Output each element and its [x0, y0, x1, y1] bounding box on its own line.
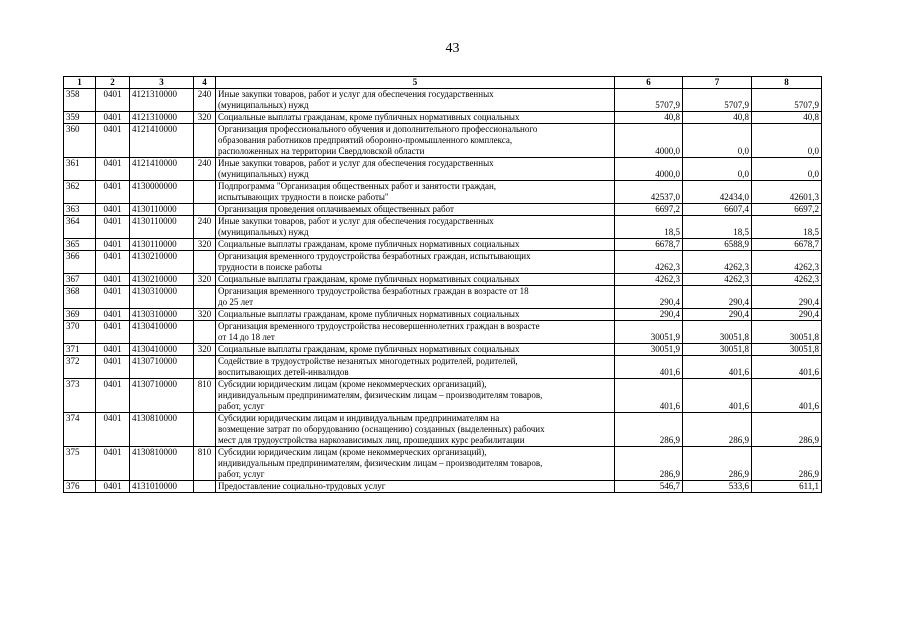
amount-cell-3: 290,4 [752, 309, 822, 321]
description-line: трудности в поиске работы [218, 262, 322, 272]
description-line: расположенных на территории Свердловской области [218, 146, 425, 156]
expense-type-cell: 810 [194, 379, 216, 413]
table-row [64, 447, 822, 481]
description-cell [216, 379, 615, 413]
amount-cell-1: 286,9 [615, 413, 683, 447]
row-number-cell: 375 [64, 447, 96, 481]
description-line: Субсидии юридическим лицам и индивидуальным предпринимателям на [218, 413, 500, 423]
target-article-cell: 4121410000 [130, 158, 194, 181]
section-code-cell: 0401 [96, 286, 130, 309]
expense-type-cell [194, 124, 216, 158]
expense-type-cell [194, 204, 216, 216]
amount-cell-3: 5707,9 [752, 89, 822, 112]
target-article-cell: 4130110000 [130, 204, 194, 216]
row-number-cell: 374 [64, 413, 96, 447]
expense-type-cell: 240 [194, 89, 216, 112]
amount-cell-1: 30051,9 [615, 321, 683, 344]
description-line: Организация временного трудоустройства безработных граждан в возрасте от 18 [218, 286, 529, 296]
row-number-cell: 367 [64, 274, 96, 286]
description-line: до 25 лет [218, 297, 253, 307]
amount-cell-2: 401,6 [683, 356, 752, 379]
amount-cell-2: 401,6 [683, 379, 752, 413]
description-cell [216, 321, 615, 344]
table-row [64, 204, 822, 216]
description-cell [216, 89, 615, 112]
amount-cell-2: 286,9 [683, 447, 752, 481]
amount-cell-1: 4262,3 [615, 274, 683, 286]
expense-type-cell [194, 321, 216, 344]
target-article-cell: 4130000000 [130, 181, 194, 204]
amount-cell-1: 6678,7 [615, 239, 683, 251]
expense-type-cell: 240 [194, 158, 216, 181]
target-article-cell: 4130710000 [130, 379, 194, 413]
amount-cell-3: 6678,7 [752, 239, 822, 251]
amount-cell-2: 30051,8 [683, 344, 752, 356]
expense-type-cell [194, 251, 216, 274]
table-row [64, 344, 822, 356]
target-article-cell: 4130710000 [130, 356, 194, 379]
section-code-cell: 0401 [96, 379, 130, 413]
column-header: 3 [130, 77, 194, 89]
row-number-cell: 368 [64, 286, 96, 309]
description-cell [216, 274, 615, 286]
target-article-cell: 4130410000 [130, 321, 194, 344]
description-cell [216, 124, 615, 158]
table-row [64, 379, 822, 413]
amount-cell-1: 290,4 [615, 286, 683, 309]
target-article-cell: 4130210000 [130, 274, 194, 286]
table-body [64, 89, 822, 493]
row-number-cell: 358 [64, 89, 96, 112]
amount-cell-1: 18,5 [615, 216, 683, 239]
expense-type-cell [194, 481, 216, 493]
description-cell [216, 204, 615, 216]
column-header: 4 [194, 77, 216, 89]
amount-cell-3: 0,0 [752, 158, 822, 181]
row-number-cell: 365 [64, 239, 96, 251]
expense-type-cell: 320 [194, 239, 216, 251]
target-article-cell: 4131010000 [130, 481, 194, 493]
table-row [64, 158, 822, 181]
row-number-cell: 370 [64, 321, 96, 344]
amount-cell-2: 42434,0 [683, 181, 752, 204]
table-row [64, 112, 822, 124]
amount-cell-1: 290,4 [615, 309, 683, 321]
section-code-cell: 0401 [96, 239, 130, 251]
amount-cell-2: 4262,3 [683, 251, 752, 274]
description-cell [216, 413, 615, 447]
description-line: Содействие в трудоустройстве незанятых многодетных родителей, родителей, [218, 356, 518, 366]
description-line: индивидуальным предпринимателям, физическим лицам – производителям товаров, [218, 458, 543, 468]
amount-cell-2: 18,5 [683, 216, 752, 239]
amount-cell-3: 6697,2 [752, 204, 822, 216]
description-cell [216, 447, 615, 481]
table-row [64, 356, 822, 379]
target-article-cell: 4121310000 [130, 89, 194, 112]
row-number-cell: 364 [64, 216, 96, 239]
description-line: возмещение затрат по оборудованию (оснащению) созданных (выделенных) рабочих [218, 424, 545, 434]
amount-cell-1: 40,8 [615, 112, 683, 124]
amount-cell-1: 286,9 [615, 447, 683, 481]
description-line: образования работников предприятий оборонно-промышленного комплекса, [218, 135, 513, 145]
expense-type-cell [194, 181, 216, 204]
description-line: Социальные выплаты гражданам, кроме публичных нормативных социальных [218, 239, 520, 249]
section-code-cell: 0401 [96, 413, 130, 447]
section-code-cell: 0401 [96, 216, 130, 239]
table-row [64, 124, 822, 158]
expense-type-cell: 320 [194, 344, 216, 356]
target-article-cell: 4130210000 [130, 251, 194, 274]
row-number-cell: 359 [64, 112, 96, 124]
table-header-row [64, 77, 822, 89]
description-cell [216, 344, 615, 356]
row-number-cell: 360 [64, 124, 96, 158]
section-code-cell: 0401 [96, 356, 130, 379]
amount-cell-2: 30051,8 [683, 321, 752, 344]
row-number-cell: 366 [64, 251, 96, 274]
amount-cell-1: 401,6 [615, 379, 683, 413]
description-line: испытывающих трудности в поиске работы" [218, 192, 389, 202]
expense-type-cell [194, 286, 216, 309]
amount-cell-1: 401,6 [615, 356, 683, 379]
table-row [64, 251, 822, 274]
amount-cell-3: 4262,3 [752, 274, 822, 286]
table-row [64, 274, 822, 286]
section-code-cell: 0401 [96, 204, 130, 216]
amount-cell-3: 286,9 [752, 413, 822, 447]
expense-type-cell [194, 356, 216, 379]
amount-cell-2: 0,0 [683, 124, 752, 158]
amount-cell-1: 6697,2 [615, 204, 683, 216]
row-number-cell: 376 [64, 481, 96, 493]
amount-cell-2: 290,4 [683, 309, 752, 321]
column-header: 7 [683, 77, 752, 89]
target-article-cell: 4130810000 [130, 413, 194, 447]
description-cell [216, 158, 615, 181]
table-row [64, 286, 822, 309]
amount-cell-2: 4262,3 [683, 274, 752, 286]
amount-cell-1: 42537,0 [615, 181, 683, 204]
target-article-cell: 4130810000 [130, 447, 194, 481]
description-line: работ, услуг [218, 469, 265, 479]
description-cell [216, 309, 615, 321]
description-cell [216, 181, 615, 204]
amount-cell-1: 4000,0 [615, 124, 683, 158]
amount-cell-1: 4262,3 [615, 251, 683, 274]
amount-cell-2: 533,6 [683, 481, 752, 493]
target-article-cell: 4121310000 [130, 112, 194, 124]
section-code-cell: 0401 [96, 251, 130, 274]
amount-cell-1: 546,7 [615, 481, 683, 493]
row-number-cell: 363 [64, 204, 96, 216]
description-line: воспитывающих детей-инвалидов [218, 367, 349, 377]
amount-cell-2: 5707,9 [683, 89, 752, 112]
expense-type-cell: 320 [194, 112, 216, 124]
description-line: Иные закупки товаров, работ и услуг для обеспечения государственных [218, 216, 494, 226]
row-number-cell: 369 [64, 309, 96, 321]
target-article-cell: 4130110000 [130, 239, 194, 251]
description-line: Субсидии юридическим лицам (кроме некоммерческих организаций), [218, 379, 487, 389]
description-cell [216, 251, 615, 274]
amount-cell-1: 4000,0 [615, 158, 683, 181]
table-row [64, 481, 822, 493]
description-line: Организация временного трудоустройства несовершеннолетних граждан в возрасте [218, 321, 540, 331]
column-header: 8 [752, 77, 822, 89]
description-line: Иные закупки товаров, работ и услуг для обеспечения государственных [218, 158, 494, 168]
table-row [64, 89, 822, 112]
amount-cell-1: 5707,9 [615, 89, 683, 112]
table-row [64, 413, 822, 447]
row-number-cell: 373 [64, 379, 96, 413]
section-code-cell: 0401 [96, 447, 130, 481]
description-line: Предоставление социально-трудовых услуг [218, 481, 386, 491]
description-line: Социальные выплаты гражданам, кроме публичных нормативных социальных [218, 309, 520, 319]
amount-cell-2: 6588,9 [683, 239, 752, 251]
expense-type-cell: 240 [194, 216, 216, 239]
section-code-cell: 0401 [96, 321, 130, 344]
description-line: (муниципальных) нужд [218, 227, 309, 237]
amount-cell-3: 18,5 [752, 216, 822, 239]
description-line: Организация профессионального обучения и дополнительного профессионального [218, 124, 538, 134]
amount-cell-3: 401,6 [752, 356, 822, 379]
amount-cell-3: 4262,3 [752, 251, 822, 274]
amount-cell-2: 6607,4 [683, 204, 752, 216]
description-line: (муниципальных) нужд [218, 169, 309, 179]
amount-cell-3: 611,1 [752, 481, 822, 493]
description-line: Иные закупки товаров, работ и услуг для обеспечения государственных [218, 89, 494, 99]
row-number-cell: 371 [64, 344, 96, 356]
amount-cell-2: 40,8 [683, 112, 752, 124]
description-line: от 14 до 18 лет [218, 332, 275, 342]
description-line: Организация проведения оплачиваемых общественных работ [218, 204, 454, 214]
table-row [64, 309, 822, 321]
description-cell [216, 356, 615, 379]
amount-cell-2: 0,0 [683, 158, 752, 181]
description-cell [216, 481, 615, 493]
target-article-cell: 4130410000 [130, 344, 194, 356]
description-line: (муниципальных) нужд [218, 100, 309, 110]
row-number-cell: 372 [64, 356, 96, 379]
section-code-cell: 0401 [96, 344, 130, 356]
description-line: Субсидии юридическим лицам (кроме некоммерческих организаций), [218, 447, 487, 457]
amount-cell-3: 290,4 [752, 286, 822, 309]
section-code-cell: 0401 [96, 124, 130, 158]
table-row [64, 239, 822, 251]
description-cell [216, 239, 615, 251]
description-line: работ, услуг [218, 401, 265, 411]
expense-type-cell [194, 413, 216, 447]
row-number-cell: 362 [64, 181, 96, 204]
amount-cell-3: 30051,8 [752, 321, 822, 344]
page-number: 43 [445, 41, 460, 56]
amount-cell-3: 30051,8 [752, 344, 822, 356]
section-code-cell: 0401 [96, 309, 130, 321]
amount-cell-3: 42601,3 [752, 181, 822, 204]
budget-table [63, 76, 822, 493]
description-cell [216, 216, 615, 239]
amount-cell-1: 30051,9 [615, 344, 683, 356]
description-line: мест для трудоустройства наркозависимых лиц, прошедших курс реабилитации [218, 435, 525, 445]
description-line: индивидуальным предпринимателям, физическим лицам – производителям товаров, [218, 390, 543, 400]
section-code-cell: 0401 [96, 112, 130, 124]
amount-cell-3: 286,9 [752, 447, 822, 481]
description-line: Организация временного трудоустройства безработных граждан, испытывающих [218, 251, 531, 261]
amount-cell-3: 0,0 [752, 124, 822, 158]
target-article-cell: 4130310000 [130, 309, 194, 321]
description-line: Подпрограмма "Организация общественных работ и занятости граждан, [218, 181, 497, 191]
expense-type-cell: 320 [194, 274, 216, 286]
section-code-cell: 0401 [96, 158, 130, 181]
description-cell [216, 286, 615, 309]
description-cell [216, 112, 615, 124]
column-header: 5 [216, 77, 615, 89]
target-article-cell: 4121410000 [130, 124, 194, 158]
section-code-cell: 0401 [96, 481, 130, 493]
row-number-cell: 361 [64, 158, 96, 181]
target-article-cell: 4130110000 [130, 216, 194, 239]
expense-type-cell: 320 [194, 309, 216, 321]
column-header: 1 [64, 77, 96, 89]
amount-cell-3: 401,6 [752, 379, 822, 413]
amount-cell-3: 40,8 [752, 112, 822, 124]
table-row [64, 321, 822, 344]
section-code-cell: 0401 [96, 89, 130, 112]
table-row [64, 181, 822, 204]
column-header: 2 [96, 77, 130, 89]
section-code-cell: 0401 [96, 181, 130, 204]
description-line: Социальные выплаты гражданам, кроме публичных нормативных социальных [218, 112, 520, 122]
table-row [64, 216, 822, 239]
section-code-cell: 0401 [96, 274, 130, 286]
amount-cell-2: 286,9 [683, 413, 752, 447]
amount-cell-2: 290,4 [683, 286, 752, 309]
expense-type-cell: 810 [194, 447, 216, 481]
target-article-cell: 4130310000 [130, 286, 194, 309]
description-line: Социальные выплаты гражданам, кроме публичных нормативных социальных [218, 344, 520, 354]
description-line: Социальные выплаты гражданам, кроме публичных нормативных социальных [218, 274, 520, 284]
column-header: 6 [615, 77, 683, 89]
